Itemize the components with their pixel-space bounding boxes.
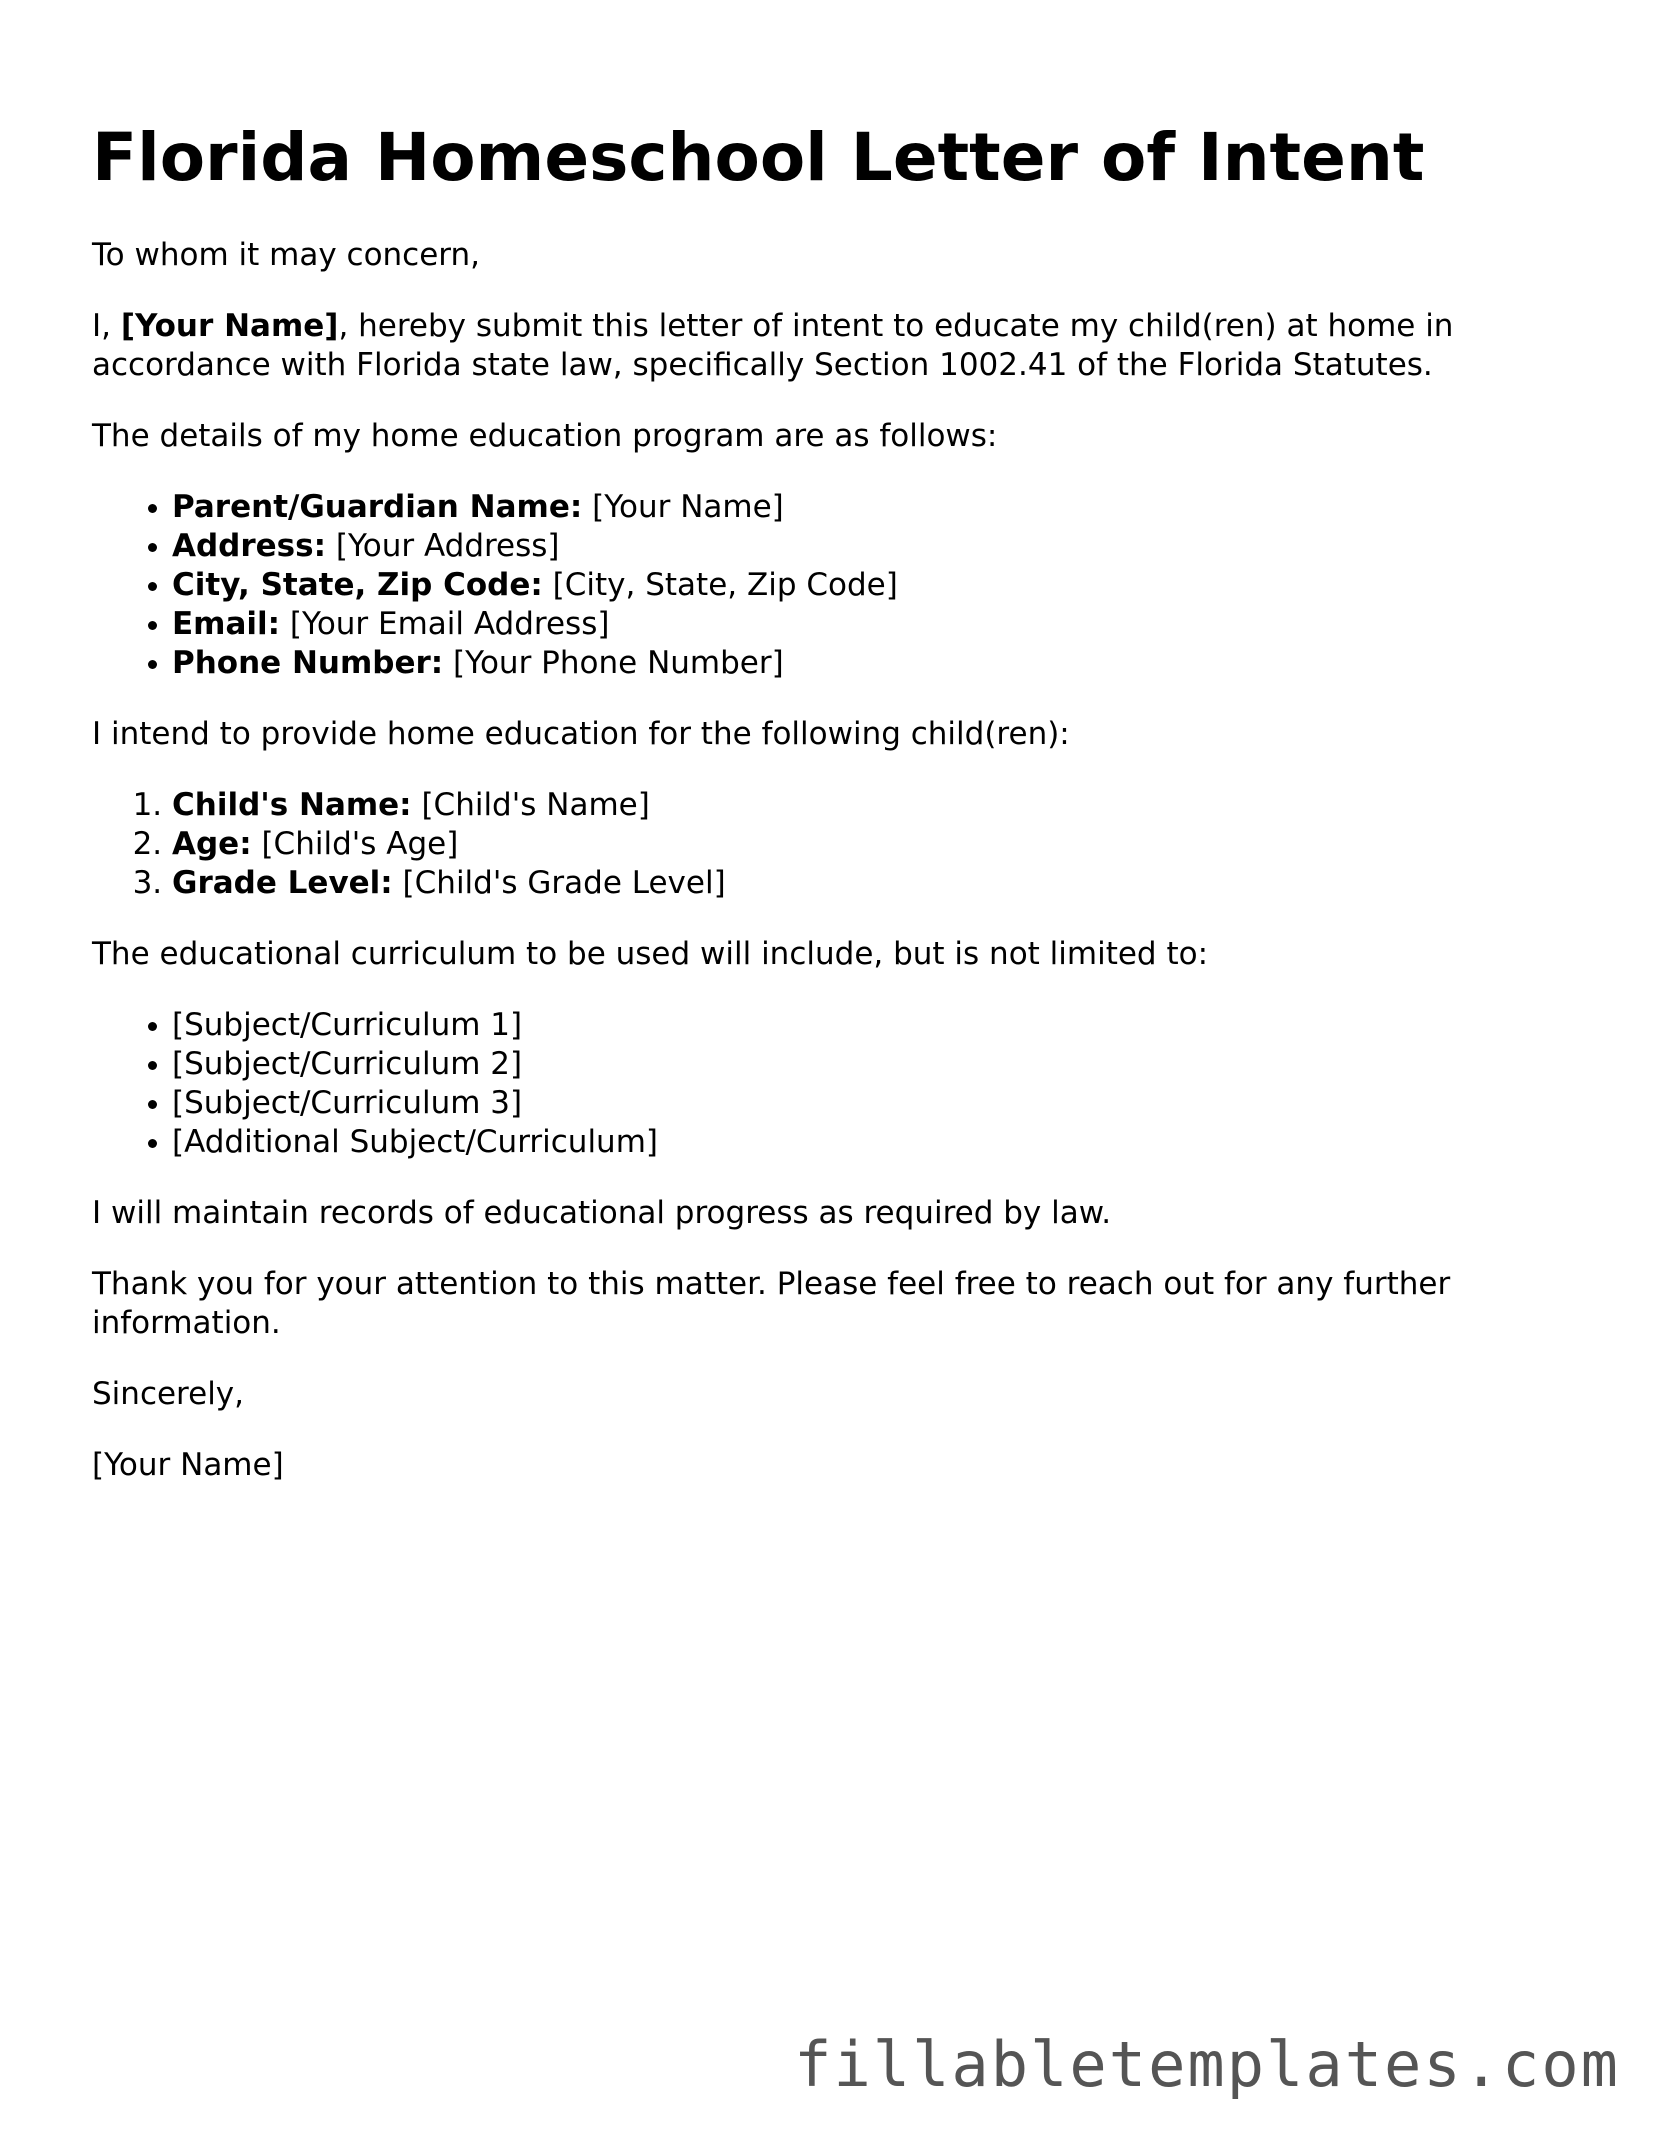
detail-value: [Your Address]	[326, 528, 560, 564]
detail-label: Phone Number:	[172, 645, 444, 681]
list-item	[172, 527, 1582, 566]
list-item	[172, 864, 1582, 903]
list-item	[172, 605, 1582, 644]
detail-label: Parent/Guardian Name:	[172, 489, 583, 525]
list-item	[172, 786, 1582, 825]
detail-label: Age:	[172, 826, 252, 862]
curriculum-intro: The educational curriculum to be used will include, but is not limited to:	[92, 936, 1209, 972]
page-title: Florida Homeschool Letter of Intent	[92, 119, 1425, 196]
detail-value: [Child's Age]	[251, 826, 459, 862]
list-item	[172, 644, 1582, 683]
detail-label: Grade Level:	[172, 865, 393, 901]
program-details-list	[92, 488, 1582, 683]
detail-label: Address:	[172, 528, 326, 564]
detail-label: Email:	[172, 606, 281, 642]
watermark: fillabletemplates.com	[794, 2028, 1620, 2101]
detail-value: [Your Phone Number]	[443, 645, 784, 681]
thanks-paragraph: Thank you for your attention to this matter. Please feel free to reach out for any further information.	[92, 1266, 1451, 1341]
closing: Sincerely,	[92, 1376, 245, 1412]
curriculum-list	[92, 1006, 1582, 1162]
detail-value: [Child's Name]	[411, 787, 650, 823]
records-statement: I will maintain records of educational progress as required by law.	[92, 1195, 1112, 1231]
intro-prefix: I,	[92, 308, 121, 344]
greeting: To whom it may concern,	[92, 237, 480, 273]
detail-label: Child's Name:	[172, 787, 412, 823]
detail-value: [Your Email Address]	[280, 606, 610, 642]
list-item: • [Subject/Curriculum 2]	[172, 1045, 1582, 1084]
signature: [Your Name]	[92, 1447, 284, 1483]
list-item	[172, 566, 1582, 605]
list-item	[172, 488, 1582, 527]
detail-value: [Child's Grade Level]	[392, 865, 726, 901]
intro-paragraph	[92, 307, 1582, 385]
detail-value: [Your Name]	[582, 489, 784, 525]
list-item: • [Subject/Curriculum 3]	[172, 1084, 1582, 1123]
list-item: • [Additional Subject/Curriculum]	[172, 1123, 1582, 1162]
letter-body	[92, 236, 1582, 1517]
intro-suffix: , hereby submit this letter of intent to educate my child(ren) at home in accordance with Florida state law, specifically Section 1002.41 of the Florida Statutes.	[92, 308, 1454, 383]
intro-name: [Your Name]	[120, 308, 339, 344]
list-item	[172, 825, 1582, 864]
program-intro: The details of my home education program are as follows:	[92, 418, 998, 454]
list-item: • [Subject/Curriculum 1]	[172, 1006, 1582, 1045]
detail-label: City, State, Zip Code:	[172, 567, 543, 603]
detail-value: [City, State, Zip Code]	[542, 567, 898, 603]
children-intro: I intend to provide home education for the following child(ren):	[92, 716, 1070, 752]
children-details-list	[92, 786, 1582, 903]
